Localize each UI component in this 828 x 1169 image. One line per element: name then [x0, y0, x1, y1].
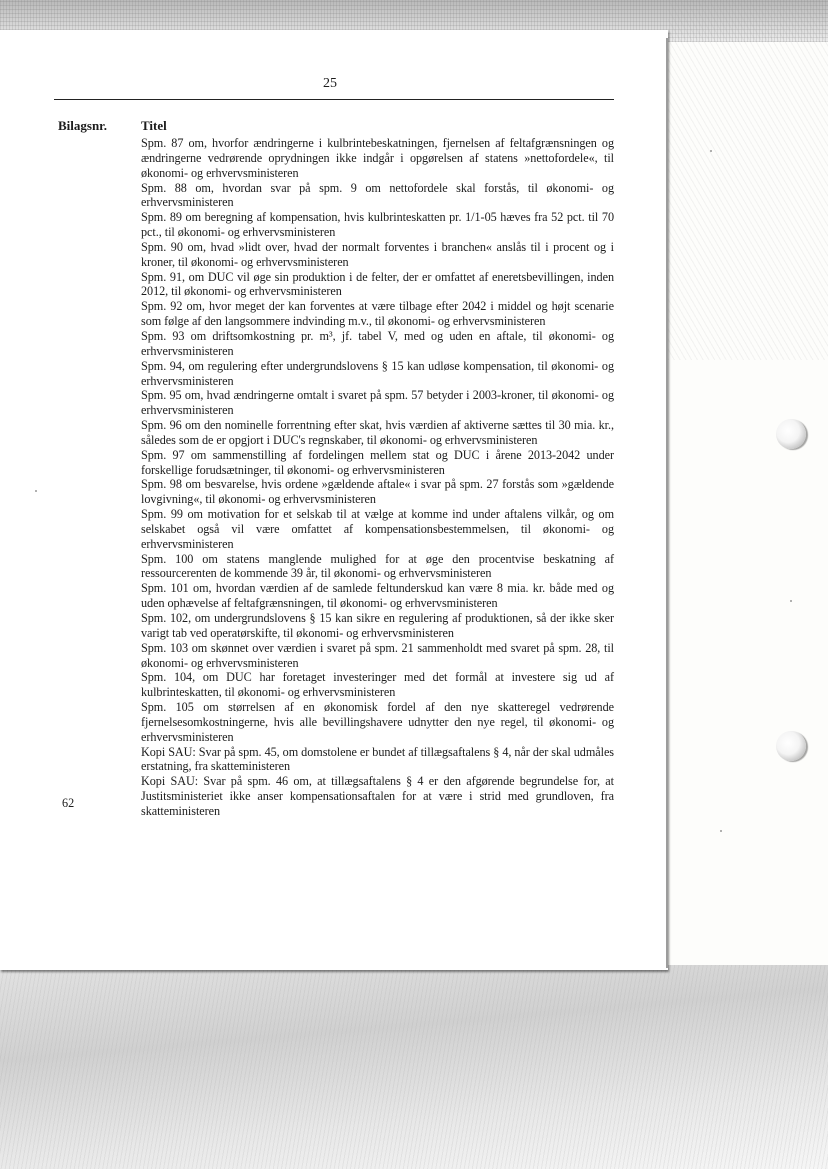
entry-spm-88: Spm. 88 om, hvordan svar på spm. 9 om nettofordele skal forstås, til økonomi- og erhvervsministeren	[141, 180, 614, 210]
scan-speck	[720, 830, 722, 832]
entry-kopi-sau-spm-45: Kopi SAU: Svar på spm. 45, om domstolene er bundet af tillægsaftalens § 4, når der skal udmåles erstatning, fra skatteministeren	[141, 744, 614, 774]
entry-spm-102: Spm. 102, om undergrundslovens § 15 kan sikre en regulering af produktionen, så der ikke sker varigt tab ved operatørskifte, til økonomi- og erhvervsministeren	[141, 611, 614, 640]
punch-hole-icon	[776, 419, 806, 449]
scan-background-bottom	[0, 965, 828, 1169]
entry-spm-97: Spm. 97 om sammenstilling af fordelingen mellem stat og DUC i årene 2013-2042 under forskellige forudsætninger, til økonomi- og erhvervsministeren	[141, 447, 614, 477]
page-edge-shadow	[666, 38, 668, 968]
entry-spm-96: Spm. 96 om den nominelle forrentning efter skat, hvis værdien af aktiverne sættes til 30 mia. kr., således som de er opgjort i DUC's regnskaber, til økonomi- og erhvervsministeren	[141, 418, 614, 447]
entry-spm-89: Spm. 89 om beregning af kompensation, hvis kulbrinteskatten pr. 1/1-05 hæves fra 52 pct. til 70 pct., til økonomi- og erhvervsministeren	[141, 210, 614, 240]
scan-speck	[790, 600, 792, 602]
entry-spm-98: Spm. 98 om besvarelse, hvis ordene »gældende aftale« i svar på spm. 27 forstås som »gældende lovgivning«, til økonomi- og erhvervsministeren	[141, 477, 614, 507]
entry-spm-92: Spm. 92 om, hvor meget der kan forventes at være tilbage efter 2042 i middel og højt scenarie som følge af den langsommere indvinding m.v., til økonomi- og erhvervsministeren	[141, 299, 614, 329]
column-header-bilagsnr: Bilagsnr.	[58, 118, 108, 133]
entry-spm-100: Spm. 100 om statens manglende mulighed for at øge den procentvise beskatning af ressourcerenten de kommende 39 år, til økonomi- og erhvervsministeren	[141, 551, 614, 581]
entry-spm-105: Spm. 105 om størrelsen af en økonomisk fordel af den nye skatteregel vedrørende fjernelsesomkostningerne, hvis alle bevillingshavere udnytter den nye regel, til økonomi- og erhvervsministeren	[141, 700, 614, 744]
bilag-number-62: 62	[62, 796, 75, 810]
entry-spm-103: Spm. 103 om skønnet over værdien i svaret på spm. 21 sammenholdt med svaret på spm. 28, til økonomi- og erhvervsministeren	[141, 640, 614, 670]
entry-spm-99: Spm. 99 om motivation for et selskab til at vælge at komme ind under aftalens vilkår, og om selskabet også vil være omfattet af kompensationsbestemmelsen, til økonomi- og erhvervsministeren	[141, 507, 614, 551]
punch-hole-icon	[776, 731, 806, 761]
header-rule	[54, 99, 614, 100]
entry-kopi-sau-spm-46: Kopi SAU: Svar på spm. 46 om, at tillægsaftalens § 4 er den afgørende begrundelse for, at Justitsministeriet ikke anser kompensationsaftalen for at være i strid med grundloven, fra skatteministeren	[141, 774, 614, 818]
entry-spm-91: Spm. 91, om DUC vil øge sin produktion i de felter, der er omfattet af eneretsbevillingen, inden 2012, til økonomi- og erhvervsministeren	[141, 269, 614, 299]
column-header-titel: Titel	[141, 118, 167, 133]
entry-spm-101: Spm. 101 om, hvordan værdien af de samlede feltunderskud kan være 8 mia. kr. både med og uden ophævelse af feltafgrænsningen, til økonomi- og erhvervsministeren	[141, 581, 614, 611]
scan-speck	[35, 490, 37, 492]
entry-spm-87: Spm. 87 om, hvorfor ændringerne i kulbrintebeskatningen, fjernelsen af feltafgrænsningen og ændringerne vedrørende oprydningen ikke indgår i opgørelsen af statens »nettofordele«, til økonomi- og erhvervsministeren	[141, 136, 614, 180]
scan-speck	[710, 150, 712, 152]
page-number: 25	[323, 76, 337, 91]
entry-spm-93: Spm. 93 om driftsomkostning pr. m³, jf. tabel V, med og uden en aftale, til økonomi- og erhvervsministeren	[141, 328, 614, 358]
entry-spm-95: Spm. 95 om, hvad ændringerne omtalt i svaret på spm. 57 betyder i 2003-kroner, til økonomi- og erhvervsministeren	[141, 388, 614, 418]
entry-spm-104: Spm. 104, om DUC har foretaget investeringer med det formål at investere sig ud af kulbrinteskatten, til økonomi- og erhvervsministeren	[141, 670, 614, 700]
entry-spm-94: Spm. 94, om regulering efter undergrundslovens § 15 kan udløse kompensation, til økonomi- og erhvervsministeren	[141, 358, 614, 388]
scan-background-right	[668, 0, 828, 360]
entry-list	[141, 136, 614, 819]
entry-spm-90: Spm. 90 om, hvad »lidt over, hvad der normalt forventes i branchen« anslås til i procent og i kroner, til økonomi- og erhvervsministeren	[141, 239, 614, 269]
